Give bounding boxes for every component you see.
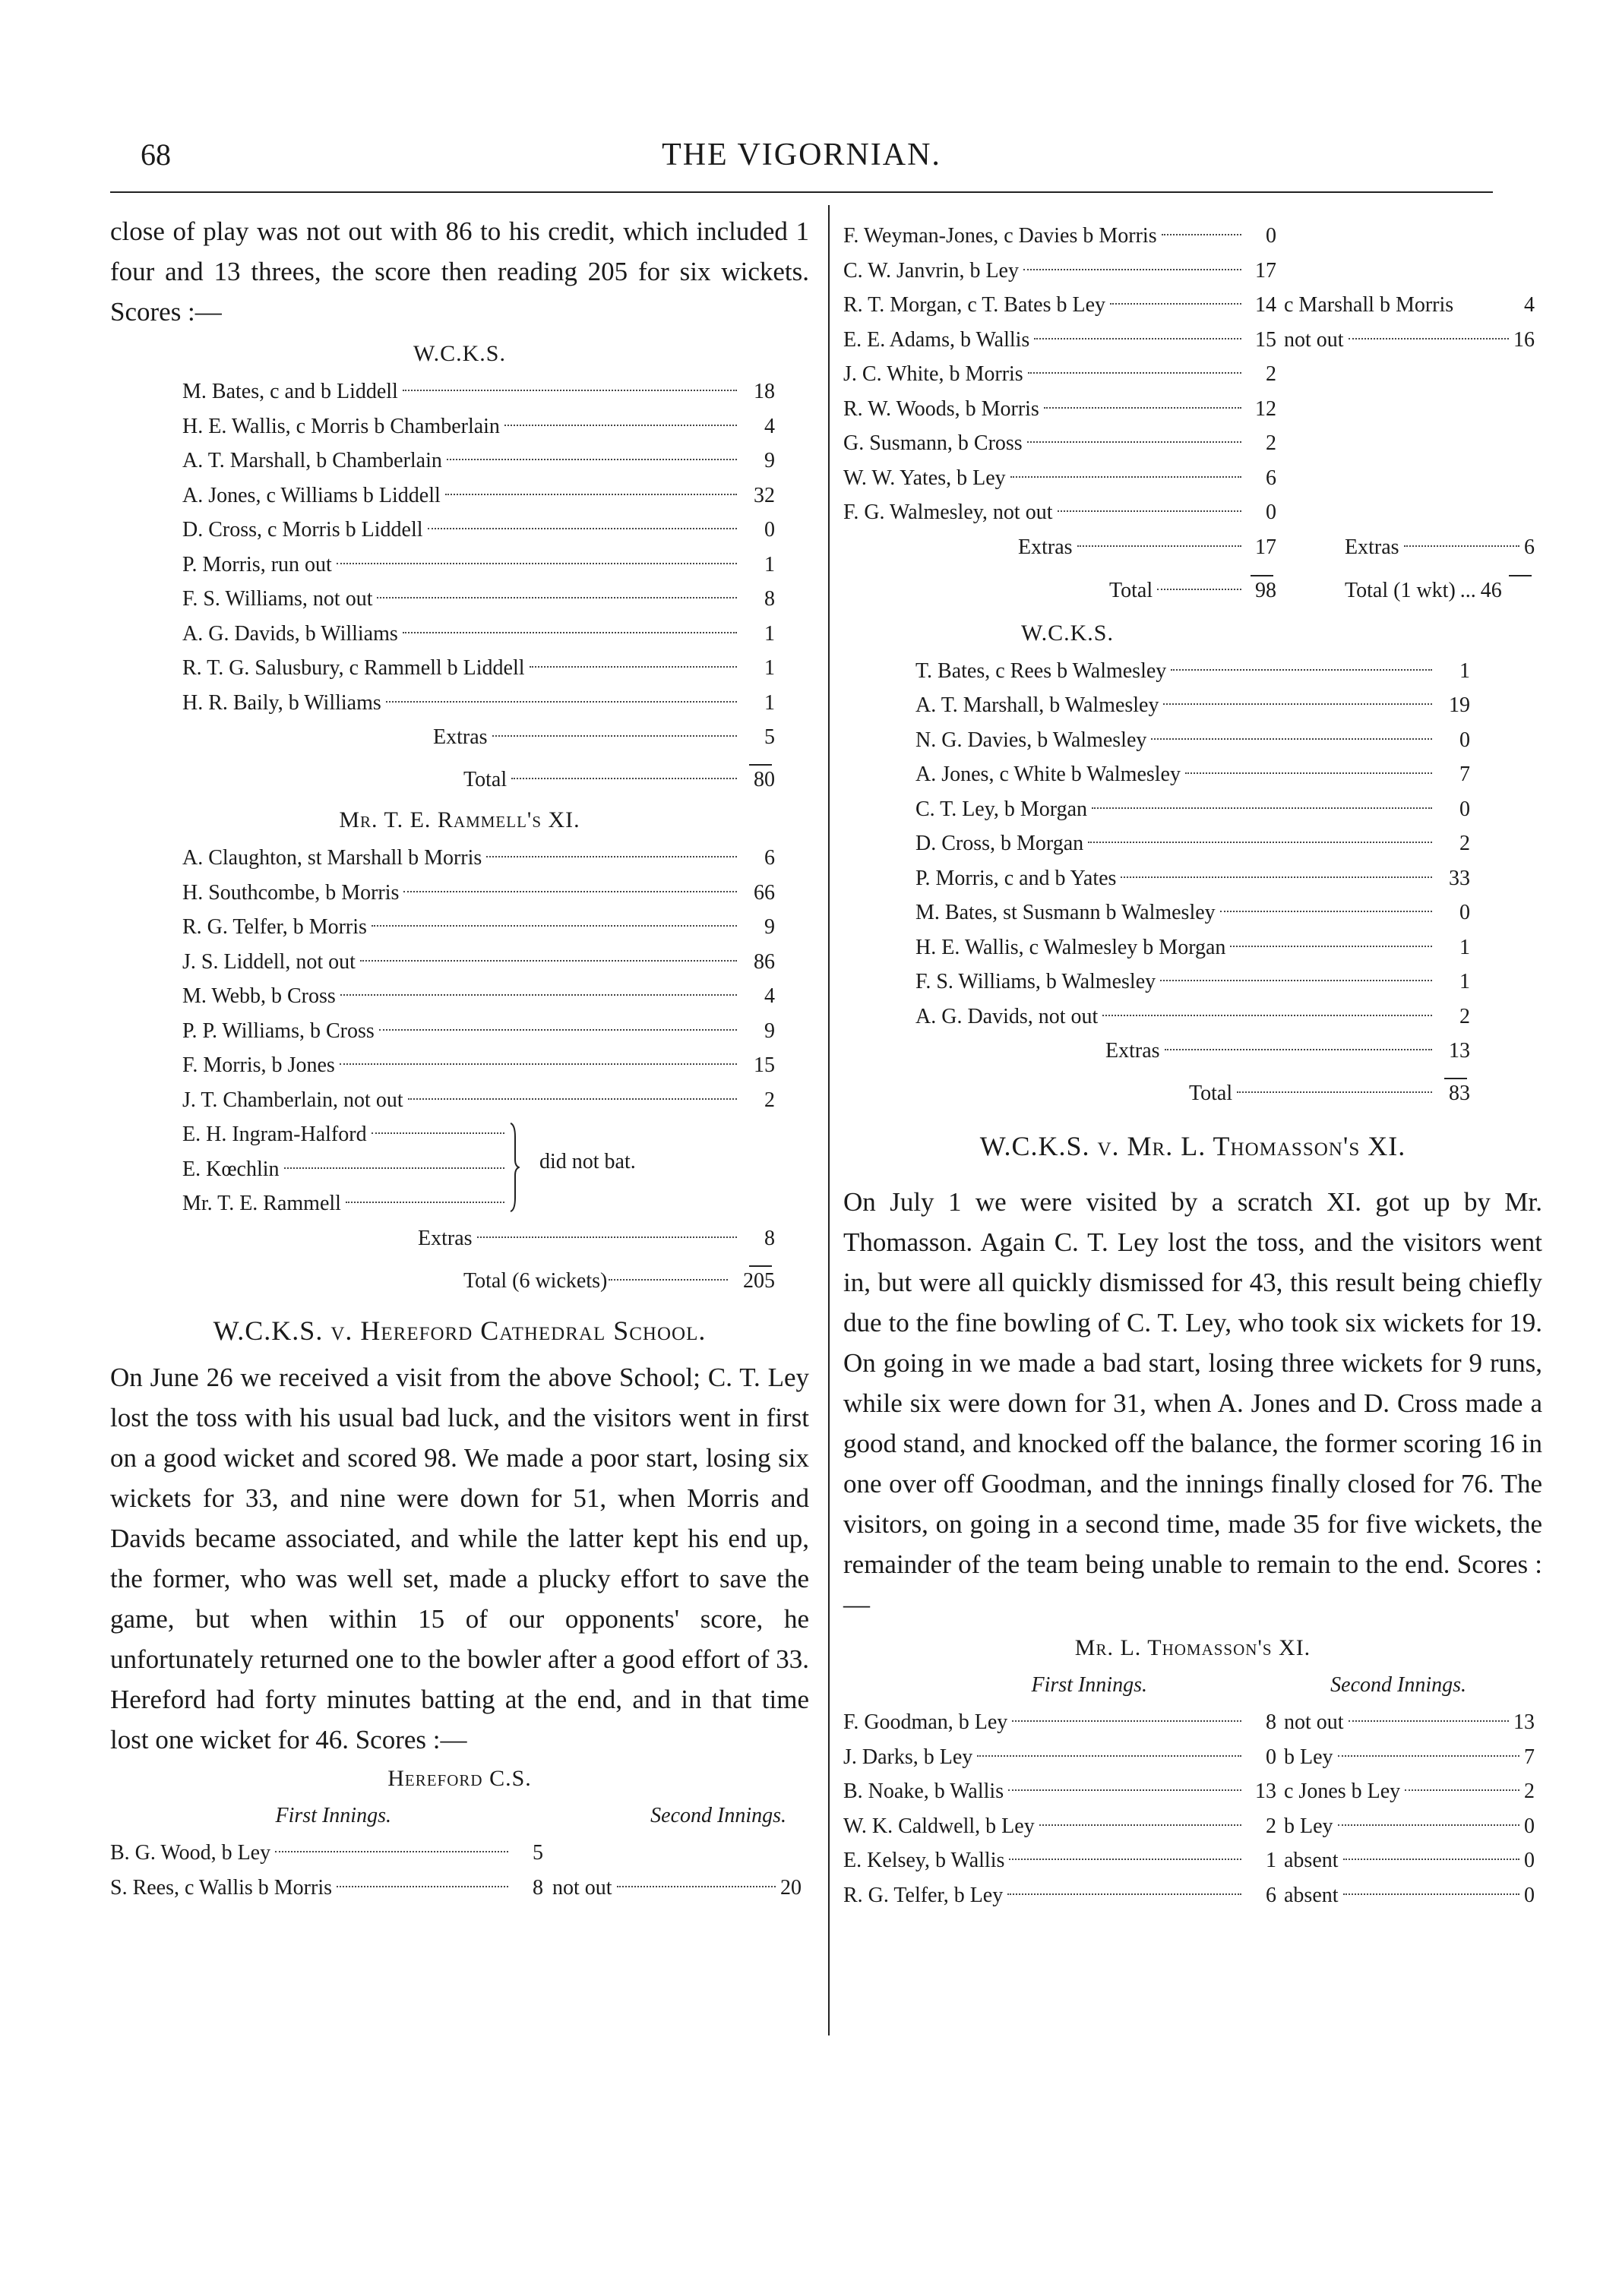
innings-headings: [843, 1669, 1542, 1702]
runs: 2: [1266, 362, 1276, 386]
runs: 15: [1255, 327, 1276, 352]
batsman: H. Southcombe, b Morris: [182, 880, 400, 905]
hereford-heading: Hereford C.S.: [387, 1766, 532, 1791]
batsman: E. H. Ingram-Halford: [182, 1123, 367, 1146]
second-innings-runs: 4: [1524, 293, 1535, 317]
batsman: A. G. Davids, not out: [915, 1004, 1099, 1028]
runs: 1: [764, 552, 775, 576]
extras-runs: 5: [764, 725, 775, 749]
batsman: P. Morris, run out: [182, 552, 332, 576]
runs: 2: [1266, 1814, 1276, 1838]
first-innings-heading: First Innings.: [275, 1804, 391, 1827]
runs: 0: [1459, 797, 1470, 821]
second-innings-runs: 2: [1524, 1780, 1535, 1803]
batsman: S. Rees, c Wallis b Morris: [110, 1875, 332, 1900]
second-innings-runs: 0: [1524, 1814, 1535, 1838]
extras-runs: 17: [1255, 535, 1276, 559]
extras-runs: 8: [764, 1227, 775, 1250]
batsman: C. T. Ley, b Morgan: [915, 797, 1088, 821]
total-runs: 80: [754, 767, 775, 791]
batting-row: [182, 513, 775, 548]
batsman: E. Kœchlin: [182, 1157, 280, 1181]
batting-row: [843, 1809, 1542, 1844]
extras-row: [915, 1034, 1470, 1069]
batsman: Mr. T. E. Rammell: [182, 1192, 341, 1215]
batting-row: [182, 651, 775, 686]
running-title: THE VIGORNIAN.: [662, 137, 941, 172]
runs: 6: [764, 846, 775, 870]
batsman: M. Bates, st Susmann b Walmesley: [915, 901, 1216, 924]
column-divider: [828, 205, 830, 2035]
batting-row: [182, 374, 775, 409]
batting-row: [915, 792, 1470, 827]
batsman: F. Weyman-Jones, c Davies b Morris: [843, 224, 1157, 248]
extras-row: [182, 1221, 775, 1256]
runs: 1: [1459, 658, 1470, 683]
runs: 6: [1266, 1883, 1276, 1907]
batsman: H. E. Wallis, c Walmesley b Morgan: [915, 935, 1226, 959]
runs: 0: [1459, 901, 1470, 924]
batting-row: [182, 409, 775, 444]
second-innings-dismissal: not out: [552, 1875, 612, 1900]
did-not-bat-row: [182, 1117, 509, 1152]
batting-row: [915, 965, 1470, 1000]
batting-row: [182, 582, 775, 617]
batting-row: [843, 392, 1542, 427]
batting-row: [915, 826, 1470, 861]
batting-row: [843, 426, 1542, 461]
runs: 1: [764, 656, 775, 680]
wcks-scorecard: [110, 374, 775, 797]
second-innings-dismissal: not out: [1284, 1710, 1344, 1734]
batting-row: [182, 841, 775, 876]
runs: 4: [764, 984, 775, 1008]
runs: 8: [764, 587, 775, 611]
batting-row: [182, 1048, 775, 1083]
batting-row: [843, 219, 1542, 254]
total-runs: 98: [1255, 579, 1276, 602]
runs: 9: [764, 449, 775, 472]
rammell-heading: Mr. T. E. Rammell's XI.: [339, 807, 580, 832]
second-innings-runs: 0: [1524, 1849, 1535, 1872]
total-row: [182, 1264, 775, 1299]
batsman: J. Darks, b Ley: [843, 1745, 973, 1769]
second-innings-runs: 7: [1524, 1745, 1535, 1769]
runs: 8: [1266, 1710, 1276, 1734]
thomasson-scorecard: [843, 1705, 1542, 1912]
runs: 7: [1459, 763, 1470, 786]
batting-row: [915, 723, 1470, 758]
batting-row: [843, 288, 1542, 323]
runs: 33: [1449, 866, 1470, 890]
batsman: F. S. Williams, b Walmesley: [915, 970, 1156, 993]
runs: 8: [533, 1875, 543, 1900]
wcks-scorecard: [843, 654, 1470, 1111]
runs: 5: [533, 1841, 543, 1865]
batting-row: [182, 945, 775, 980]
batting-row: [182, 910, 775, 945]
batsman: E. E. Adams, b Wallis: [843, 327, 1030, 352]
runs: 2: [1459, 832, 1470, 855]
runs: 66: [754, 880, 775, 905]
batting-row: [915, 688, 1470, 723]
first-innings-heading: First Innings.: [1031, 1673, 1147, 1697]
batsman: W. W. Yates, b Ley: [843, 466, 1006, 490]
batsman: B. G. Wood, b Ley: [110, 1841, 271, 1865]
runs: 9: [764, 915, 775, 939]
second-innings-dismissal: absent: [1284, 1883, 1339, 1907]
total-label: Total: [1189, 1081, 1233, 1105]
batsman: G. Susmann, b Cross: [843, 431, 1023, 455]
batting-row: [915, 1000, 1470, 1034]
batsman: R. G. Telfer, b Morris: [182, 915, 367, 939]
total-row: [182, 763, 775, 797]
batting-row: [843, 495, 1542, 530]
batting-row: [843, 1705, 1542, 1740]
second-innings-dismissal: b Ley: [1284, 1814, 1333, 1838]
batting-row: [182, 686, 775, 721]
total-label-second: Total (1 wkt): [1345, 579, 1456, 602]
runs: 2: [1459, 1004, 1470, 1028]
page-header: [110, 137, 1493, 185]
batting-row: [182, 548, 775, 583]
batting-row: [843, 461, 1542, 496]
total-label: Total (6 wickets): [463, 1268, 608, 1293]
batsman: H. R. Baily, b Williams: [182, 690, 381, 715]
extras-runs: 13: [1449, 1039, 1470, 1063]
runs: 6: [1266, 466, 1276, 490]
runs: 1: [764, 621, 775, 646]
runs: 19: [1449, 693, 1470, 717]
runs: 4: [764, 414, 775, 438]
batsman: M. Bates, c and b Liddell: [182, 380, 398, 403]
runs: 1: [1266, 1849, 1276, 1872]
batsman: D. Cross, c Morris b Liddell: [182, 518, 423, 542]
total-label: Total: [463, 767, 508, 791]
wcks-heading: W.C.K.S.: [1021, 620, 1114, 646]
batsman: H. E. Wallis, c Morris b Chamberlain: [182, 414, 500, 438]
batsman: A. Jones, c White b Walmesley: [915, 763, 1181, 786]
total-label: Total: [1109, 579, 1153, 602]
total-row: [915, 1076, 1470, 1111]
second-innings-dismissal: c Jones b Ley: [1284, 1780, 1401, 1803]
runs: 1: [764, 690, 775, 715]
runs: 32: [754, 483, 775, 507]
runs: 86: [754, 949, 775, 974]
second-innings-dismissal: absent: [1284, 1849, 1339, 1872]
batting-row: [182, 876, 775, 911]
innings-headings: [110, 1799, 809, 1833]
did-not-bat-row: [182, 1152, 509, 1187]
extras-label: Extras: [433, 725, 488, 749]
runs: 15: [754, 1053, 775, 1077]
match-report: On July 1 we were visited by a scratch XI. got up by Mr. Thomasson. Again C. T. Ley lost the toss, and the visitors went in, but were all quickly dismissed for 43, this result being chiefly due to the fine bowling of C. T. Ley, who took six wickets for 19. On going in we made a bad start, losing three wickets for 9 runs, while six were down for 31, when A. Jones and D. Cross made a good stand, and knocked off the balance, the former scoring 16 in one over off Goodman, and the innings finally closed for 76. The visitors, on going in a second time, made 35 for five wickets, the remainder of the team being unable to remain to the end. Scores :—: [843, 1187, 1542, 1619]
batsman: D. Cross, b Morgan: [915, 832, 1084, 855]
batsman: J. C. White, b Morris: [843, 362, 1023, 386]
runs: 0: [1459, 728, 1470, 752]
runs: 2: [1266, 431, 1276, 455]
batsman: A. T. Marshall, b Chamberlain: [182, 449, 442, 472]
batsman: R. G. Telfer, b Ley: [843, 1883, 1004, 1907]
runs: 0: [1266, 501, 1276, 524]
batsman: R. T. G. Salusbury, c Rammell b Liddell: [182, 656, 525, 680]
second-innings-runs: 20: [780, 1875, 802, 1900]
batting-row: [915, 861, 1470, 896]
runs: 17: [1255, 258, 1276, 283]
batting-row: [915, 757, 1470, 792]
batting-row: [843, 1878, 1542, 1913]
batsman: J. S. Liddell, not out: [182, 949, 356, 974]
batting-row: [182, 1014, 775, 1049]
batting-row: [843, 357, 1542, 392]
batting-row: [843, 323, 1542, 358]
batsman: F. Morris, b Jones: [182, 1053, 335, 1077]
total-runs: 205: [743, 1268, 775, 1293]
batting-row: [182, 1083, 775, 1118]
batsman: P. P. Williams, b Cross: [182, 1019, 375, 1043]
runs: 14: [1255, 293, 1276, 317]
match-report: On June 26 we received a visit from the above School; C. T. Ley lost the toss with his usual bad luck, and the visitors went in first on a good wicket and scored 98. We made a poor start, losing six wickets for 33, and nine were down for 51, when Morris and Davids became associated, and while the latter kept his end up, the former, who was well set, made a plucky effort to save the game, but when within 15 of our opponents' score, he unfortunately returned one to the bowler after a good effort of 33. Hereford had forty minutes batting at the end, and in that time lost one wicket for 46. Scores :—: [110, 1363, 809, 1754]
batting-row: [915, 895, 1470, 930]
header-rule: [110, 191, 1493, 193]
batsman: R. T. Morgan, c T. Bates b Ley: [843, 293, 1106, 317]
batsman: M. Webb, b Cross: [182, 984, 336, 1008]
batsman: W. K. Caldwell, b Ley: [843, 1814, 1035, 1838]
batsman: A. T. Marshall, b Walmesley: [915, 693, 1159, 717]
wcks-heading: W.C.K.S.: [413, 341, 506, 366]
total-runs: 83: [1449, 1081, 1470, 1105]
second-innings-runs: 16: [1513, 327, 1535, 352]
thomasson-heading: Mr. L. Thomasson's XI.: [1074, 1635, 1311, 1660]
hereford-scorecard-continued: [843, 219, 1542, 608]
runs: 2: [764, 1088, 775, 1112]
batsman: F. Goodman, b Ley: [843, 1710, 1008, 1734]
second-innings-runs: 13: [1513, 1710, 1535, 1734]
extras-label: Extras: [418, 1227, 473, 1250]
batsman: T. Bates, c Rees b Walmesley: [915, 658, 1167, 683]
runs: 18: [754, 380, 775, 403]
batting-row: [182, 979, 775, 1014]
batsman: N. G. Davies, b Walmesley: [915, 728, 1147, 752]
left-column: [110, 211, 809, 1905]
did-not-bat-block: [182, 1117, 775, 1221]
runs: 13: [1255, 1780, 1276, 1803]
batsman: A. Claughton, st Marshall b Morris: [182, 846, 482, 870]
batting-row: [843, 1740, 1542, 1775]
runs: 0: [1266, 224, 1276, 248]
batsman: B. Noake, b Wallis: [843, 1780, 1004, 1803]
right-column: [843, 219, 1542, 1912]
batsman: C. W. Janvrin, b Ley: [843, 258, 1019, 283]
did-not-bat-label: did not bat.: [539, 1150, 636, 1173]
extras-label: Extras: [1018, 535, 1073, 559]
batting-row: [182, 478, 775, 513]
extras-runs-second: 6: [1524, 535, 1535, 559]
second-innings-heading: Second Innings.: [1330, 1673, 1466, 1697]
batsman: F. G. Walmesley, not out: [843, 501, 1053, 524]
batsman: A. Jones, c Williams b Liddell: [182, 483, 441, 507]
batsman: A. G. Davids, b Williams: [182, 621, 398, 646]
batting-row: [915, 654, 1470, 689]
brace-icon: [509, 1122, 520, 1213]
runs: 1: [1459, 970, 1470, 993]
batsman: E. Kelsey, b Wallis: [843, 1849, 1005, 1872]
batting-row: [843, 1843, 1542, 1878]
second-innings-dismissal: b Ley: [1284, 1745, 1333, 1769]
did-not-bat-row: [182, 1186, 509, 1221]
extras-row: [182, 720, 775, 755]
batting-row: [110, 1836, 809, 1871]
batting-row: [182, 444, 775, 478]
runs: 12: [1255, 396, 1276, 421]
runs: 0: [1266, 1745, 1276, 1769]
total-row: Total 98 Total (1 wkt) ... 46: [843, 573, 1542, 608]
batting-row: [110, 1871, 809, 1906]
match-title: W.C.K.S. v. Mr. L. Thomasson's XI.: [979, 1131, 1406, 1161]
total-runs-second: 46: [1480, 579, 1502, 602]
hereford-scorecard: [110, 1836, 809, 1905]
batting-row: [843, 254, 1542, 289]
batting-row: [915, 930, 1470, 965]
second-innings-runs: 0: [1524, 1883, 1535, 1907]
match-title: W.C.K.S. v. Hereford Cathedral School.: [213, 1315, 707, 1346]
extras-label: Extras: [1105, 1039, 1160, 1063]
second-innings-heading: Second Innings.: [650, 1804, 786, 1827]
batsman: R. W. Woods, b Morris: [843, 396, 1039, 421]
batting-row: [843, 1774, 1542, 1809]
batsman: J. T. Chamberlain, not out: [182, 1088, 403, 1112]
runs: 0: [764, 518, 775, 542]
runs: 1: [1459, 935, 1470, 959]
batsman: F. S. Williams, not out: [182, 587, 373, 611]
second-innings-dismissal: c Marshall b Morris: [1284, 293, 1454, 317]
batsman: P. Morris, c and b Yates: [915, 866, 1117, 890]
batting-row: [182, 617, 775, 652]
rammell-scorecard: [110, 841, 775, 1298]
page-number: 68: [141, 137, 171, 172]
intro-paragraph: close of play was not out with 86 to his credit, which included 1 four and 13 threes, the score then reading 205 for six wickets. Scores :—: [110, 216, 809, 327]
runs: 9: [764, 1019, 775, 1043]
second-innings-dismissal: not out: [1284, 327, 1344, 352]
extras-label-second: Extras: [1345, 535, 1399, 559]
extras-row: [843, 530, 1542, 565]
